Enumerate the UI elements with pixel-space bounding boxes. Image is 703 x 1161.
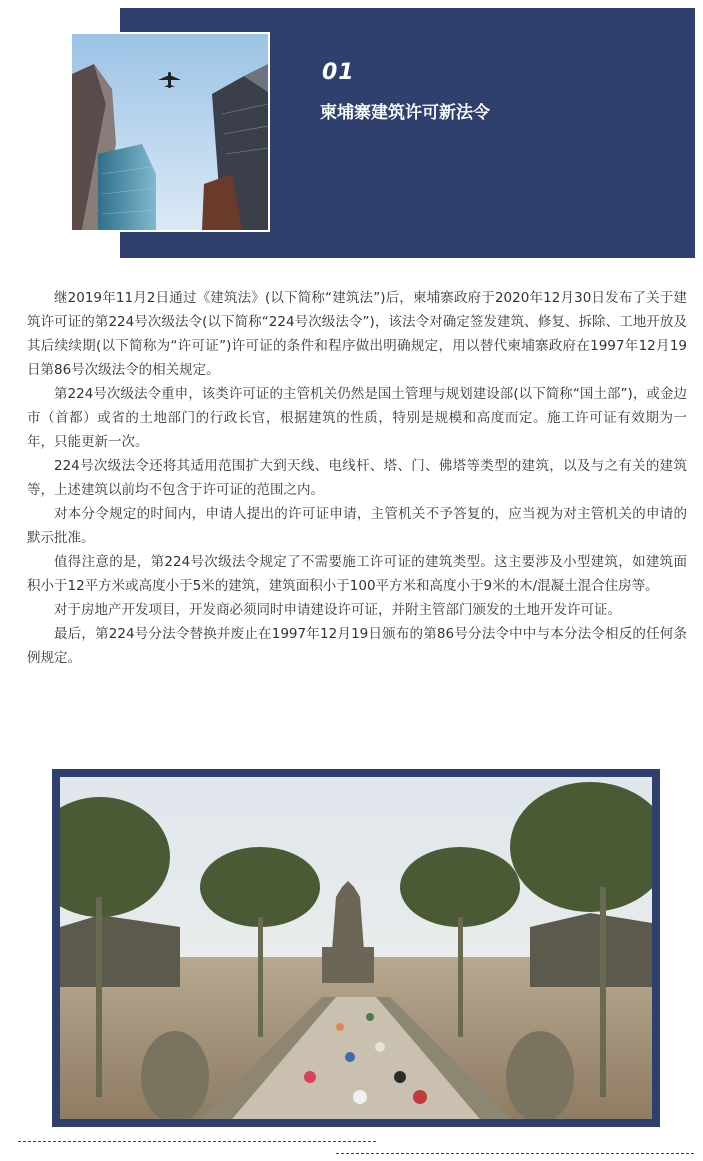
decorative-divider: [18, 1141, 376, 1142]
article-paragraph: 最后，第224号分法令替换并废止在1997年12月19日颁布的第86号分法令中中与本分法令相反的任何条例规定。: [27, 626, 687, 666]
skyscraper-airplane-photo: [70, 32, 270, 232]
article-paragraph: 值得注意的是，第224号次级法令规定了不需要施工许可证的建筑类型。这主要涉及小型建筑，如建筑面积小于12平方米或高度小于5米的建筑，建筑面积小于100平方米和高度小于9米的木/混凝土混合住房等。: [27, 554, 687, 594]
article-paragraph: 对本分令规定的时间内，申请人提出的许可证申请，主管机关不予答复的，应当视为对主管机关的申请的默示批准。: [27, 506, 687, 546]
article-body: [27, 286, 687, 670]
article-paragraph: 继2019年11月2日通过《建筑法》(以下简称“建筑法”)后，柬埔寨政府于2020年12月30日发布了关于建筑许可证的第224号次级法令(以下简称“224号次级法令”)，该法令对确定签发建筑、修复、拆除、工地开放及其后续续期(以下简称为“许可证”)许可证的条件和程序做出明确规定，用以替代柬埔寨政府在1997年12月19日第86号次级法令的相关规定。: [27, 290, 687, 378]
article-paragraph: 224号次级法令还将其适用范围扩大到天线、电线杆、塔、门、佛塔等类型的建筑，以及与之有关的建筑等，上述建筑以前均不包含于许可证的范围之内。: [27, 458, 687, 498]
section-number: 01: [322, 60, 355, 85]
angkor-wat-illustration: [60, 777, 652, 1119]
angkor-wat-photo-frame: [52, 769, 660, 1127]
decorative-divider: [336, 1153, 694, 1154]
article-paragraph: 第224号次级法令重申，该类许可证的主管机关仍然是国土管理与规划建设部(以下简称“国土部”)，或金边市（首都）或省的土地部门的行政长官，根据建筑的性质，特别是规模和高度而定。施工许可证有效期为一年，只能更新一次。: [27, 386, 687, 450]
angkor-wat-photo: [60, 777, 652, 1119]
skyscraper-airplane-illustration: [72, 34, 268, 230]
section-title: 柬埔寨建筑许可新法令: [320, 103, 490, 123]
article-paragraph: 对于房地产开发项目，开发商必须同时申请建设许可证，并附主管部门颁发的土地开发许可证。: [54, 602, 621, 618]
